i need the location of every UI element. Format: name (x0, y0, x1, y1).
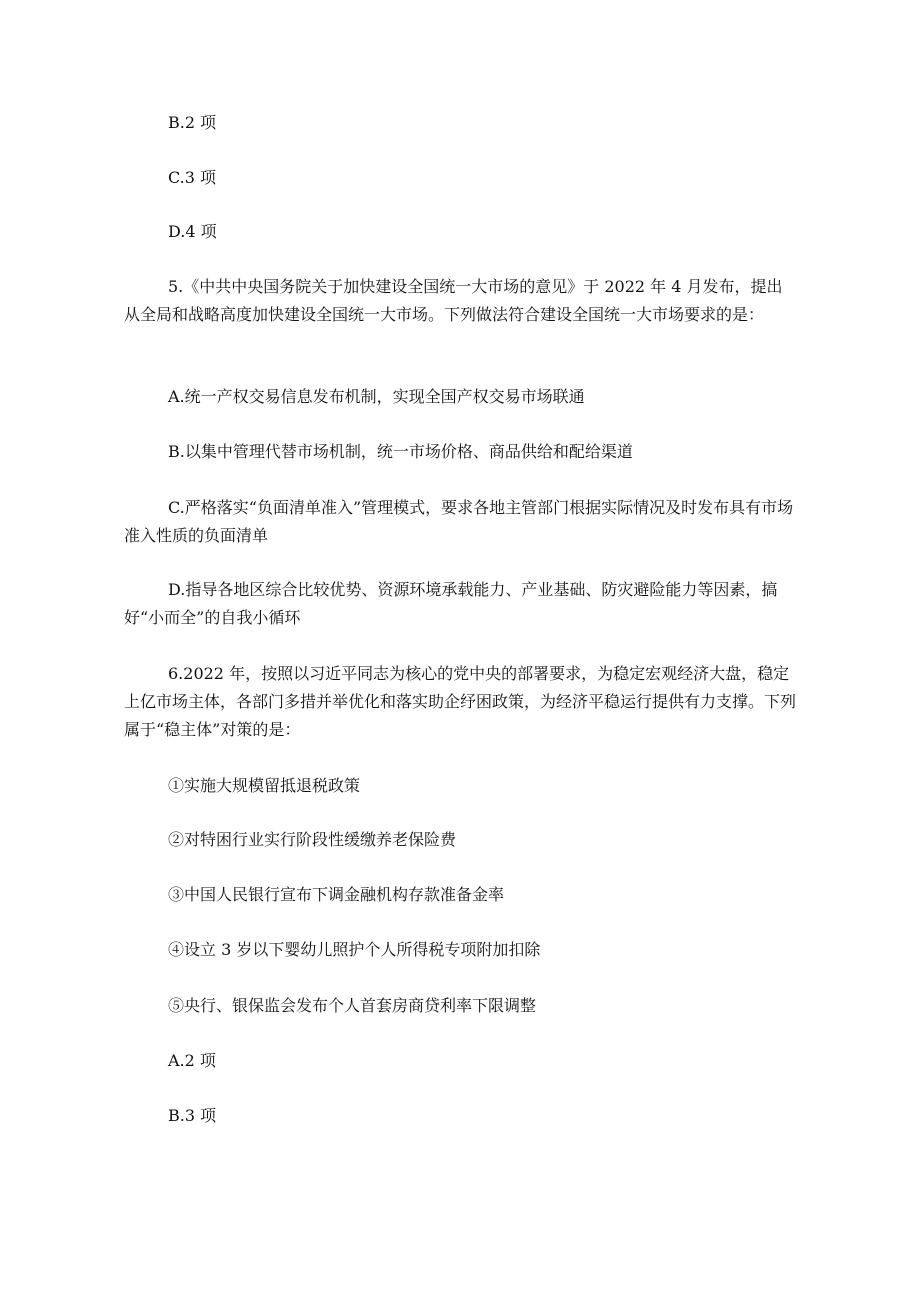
option-q4-c: C.3 项 (168, 168, 217, 187)
option-q5-b: B.以集中管理代替市场机制，统一市场价格、商品供给和配给渠道 (168, 442, 633, 461)
option-q6-a: A.2 项 (168, 1051, 216, 1070)
statement-q6-2: ②对特困行业实行阶段性缓缴养老保险费 (168, 830, 457, 849)
statement-q6-4: ④设立 3 岁以下婴幼儿照护个人所得税专项附加扣除 (168, 940, 541, 959)
option-q4-b: B.2 项 (168, 113, 217, 132)
statement-q6-1: ①实施大规模留抵退税政策 (168, 776, 361, 795)
option-q6-b: B.3 项 (168, 1106, 217, 1125)
question-6-stem: 6.2022 年，按照以习近平同志为核心的党中央的部署要求，为稳定宏观经济大盘，稳定上亿市场主体，各部门多措并举优化和落实助企纾困政策，为经济平稳运行提供有力支撑。下列属于“稳主体”对策的是： (124, 664, 797, 739)
option-q5-d: D.指导各地区综合比较优势、资源环境承载能力、产业基础、防灾避险能力等因素，搞好“小而全”的自我小循环 (124, 580, 778, 627)
option-q5-a: A.统一产权交易信息发布机制，实现全国产权交易市场联通 (168, 387, 585, 406)
statement-q6-3: ③中国人民银行宣布下调金融机构存款准备金率 (168, 885, 505, 904)
option-q5-c: C.严格落实“负面清单准入”管理模式，要求各地主管部门根据实际情况及时发布具有市场准入性质的负面清单 (124, 498, 794, 545)
option-q4-d: D.4 项 (168, 222, 217, 241)
question-5-stem: 5.《中共中央国务院关于加快建设全国统一大市场的意见》于 2022 年 4 月发布，提出从全局和战略高度加快建设全国统一大市场。下列做法符合建设全国统一大市场要求的是： (124, 277, 783, 324)
statement-q6-5: ⑤央行、银保监会发布个人首套房商贷利率下限调整 (168, 996, 537, 1015)
